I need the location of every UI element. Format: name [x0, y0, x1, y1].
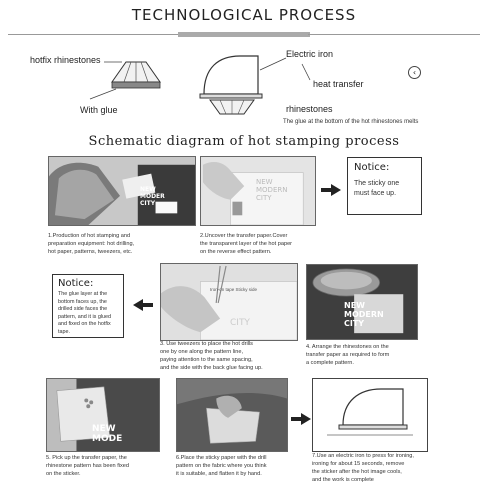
- step-3-photo-text: CITY: [230, 318, 250, 328]
- step-5-caption: 5. Pick up the transfer paper, the rhinestone pattern has been fixed on the sticker.: [46, 455, 130, 477]
- step-4-photo-text: NEW MODERN CITY: [344, 301, 384, 328]
- notice-1-title: Notice:: [354, 162, 390, 173]
- notice-2-text: The glue layer at the bottom faces up, the drilled side faces the pattern, and it is glued and fixed on the hotfix tape.: [58, 291, 112, 335]
- notice-box-1: [347, 157, 422, 215]
- step-2-caption: 2.Uncover the transfer paper.Cover the transparent layer of the hot paper on the reverse effect pattern.: [200, 233, 293, 255]
- label-heat-transfer: heat transfer: [313, 79, 364, 89]
- notice-1-text: The sticky one must face up.: [354, 180, 400, 197]
- label-electric-iron: Electric iron: [286, 49, 334, 59]
- title-divider-left: [8, 34, 180, 35]
- step-6-caption: 6.Place the sticky paper with the drill pattern on the fabric where you think it is suitable, and flatten it by hand.: [176, 455, 267, 477]
- step-2-photo-text: NEW MODERN CITY: [256, 178, 288, 202]
- glue-melts-caption: The glue at the bottom of the hot rhinestones melts: [283, 119, 419, 125]
- chevron-left-icon[interactable]: ‹: [408, 66, 421, 79]
- label-hotfix-rhinestones: hotfix rhinestones: [30, 55, 101, 65]
- step-1-caption: 1.Production of hot stamping and preparation equipment: hot drilling, hot paper, patterns, tweezers, etc.: [48, 233, 135, 255]
- step-1-photo-text: NEW MODER CITY: [140, 186, 165, 207]
- step-1-photo: [48, 156, 196, 226]
- title-divider-accent: [178, 32, 310, 37]
- step-3-caption: 3. Use tweezers to place the hot drills one by one along the pattern line, paying attention to the same spacing, and the side with the back glue facing up.: [160, 341, 263, 371]
- section-subtitle: Schematic diagram of hot stamping process: [88, 134, 400, 149]
- arrow-left-icon: [133, 296, 153, 315]
- step-7-caption: 7.Use an electric iron to press for ironing, ironing for about 15 seconds, remove the sticker after the hot image cools, and the work is complete: [312, 453, 414, 483]
- iron-pointer: [258, 56, 288, 72]
- step-7-diagram: [312, 378, 428, 452]
- step-6-photo: [176, 378, 288, 452]
- page-title: TECHNOLOGICAL PROCESS: [131, 6, 357, 24]
- arrow-right-icon-2: [291, 410, 311, 429]
- iron-diagram: [198, 50, 264, 118]
- step-4-caption: 4. Arrange the rhinestones on the transfer paper as required to form a complete pattern.: [306, 344, 390, 366]
- glue-pointer: [88, 86, 118, 100]
- arrow-right-icon: [321, 181, 341, 200]
- label-rhinestones: rhinestones: [286, 104, 333, 114]
- notice-box-2: [52, 274, 124, 338]
- notice-2-title: Notice:: [58, 278, 94, 289]
- step-3-photo: [160, 263, 298, 341]
- label-with-glue: With glue: [80, 105, 118, 115]
- step-3-tape-label: Iron-on tape Sticky side: [210, 287, 258, 292]
- step-5-photo-text: NEW MODE: [92, 424, 123, 444]
- heat-pointer: [300, 62, 312, 82]
- title-divider-right: [308, 34, 480, 35]
